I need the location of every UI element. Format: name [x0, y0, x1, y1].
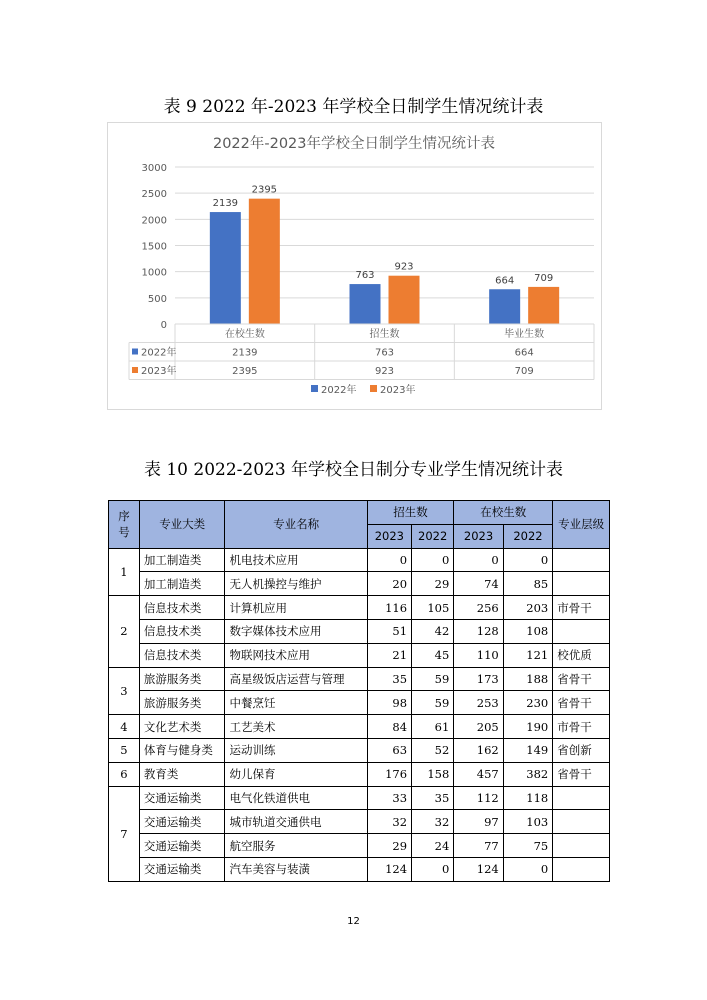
current-2023-cell: 253	[454, 691, 503, 715]
data-label: 709	[534, 272, 554, 284]
enroll-2023-cell: 35	[367, 667, 411, 691]
category-cell: 旅游服务类	[139, 691, 225, 715]
x-category-label: 招生数	[369, 329, 400, 340]
category-cell: 加工制造类	[139, 572, 225, 596]
major-cell: 中餐烹饪	[225, 691, 367, 715]
enroll-2023-cell: 0	[367, 548, 411, 572]
enroll-2022-cell: 42	[412, 619, 454, 643]
header-major: 专业名称	[225, 501, 367, 549]
data-table-value: 763	[374, 347, 395, 359]
seq-cell: 6	[109, 762, 140, 786]
enroll-2022-cell: 59	[412, 667, 454, 691]
major-statistics-table	[108, 500, 610, 882]
enroll-2022-cell: 24	[412, 834, 454, 858]
enroll-2022-cell: 61	[412, 715, 454, 739]
table-row	[109, 667, 610, 691]
table-row	[109, 715, 610, 739]
major-cell: 汽车美容与装潢	[225, 857, 367, 881]
legend-key	[132, 349, 138, 355]
category-cell: 加工制造类	[139, 548, 225, 572]
enroll-2022-cell: 105	[412, 596, 454, 620]
category-cell: 信息技术类	[139, 619, 225, 643]
data-label: 2139	[212, 198, 239, 210]
legend-swatch	[370, 385, 377, 392]
enroll-2022-cell: 59	[412, 691, 454, 715]
table-row	[109, 619, 610, 643]
data-table-series-name: 2023年	[141, 366, 177, 377]
current-2023-cell: 112	[454, 786, 503, 810]
enroll-2023-cell: 98	[367, 691, 411, 715]
data-table-value: 2139	[232, 347, 258, 359]
y-tick-label: 2500	[141, 189, 167, 201]
major-cell: 数字媒体技术应用	[225, 619, 367, 643]
level-cell	[553, 857, 610, 881]
enroll-2022-cell: 35	[412, 786, 454, 810]
data-table-value: 923	[374, 366, 395, 377]
table-row	[109, 691, 610, 715]
header-current-2022: 2022	[503, 524, 552, 548]
seq-cell: 4	[109, 715, 140, 739]
header-current: 在校生数	[454, 501, 553, 525]
table-row	[109, 810, 610, 834]
current-2023-cell: 205	[454, 715, 503, 739]
bar	[389, 276, 420, 324]
legend-key	[132, 367, 138, 373]
table-row	[109, 857, 610, 881]
header-current-2023: 2023	[454, 524, 503, 548]
current-2022-cell: 190	[503, 715, 552, 739]
current-2022-cell: 149	[503, 738, 552, 762]
bar	[210, 212, 241, 324]
x-category-label: 毕业生数	[504, 329, 545, 340]
enroll-2023-cell: 32	[367, 810, 411, 834]
data-table-value: 709	[514, 366, 534, 377]
category-cell: 体育与健身类	[139, 738, 225, 762]
current-2022-cell: 121	[503, 643, 552, 667]
current-2022-cell: 85	[503, 572, 552, 596]
seq-cell: 7	[109, 786, 140, 881]
legend-label: 2023年	[380, 385, 416, 396]
major-cell: 幼儿保育	[225, 762, 367, 786]
major-cell: 计算机应用	[225, 596, 367, 620]
current-2022-cell: 108	[503, 619, 552, 643]
bar	[249, 199, 280, 324]
table-row	[109, 834, 610, 858]
current-2022-cell: 0	[503, 857, 552, 881]
enroll-2022-cell: 0	[412, 857, 454, 881]
current-2023-cell: 457	[454, 762, 503, 786]
level-cell	[553, 810, 610, 834]
table-row	[109, 738, 610, 762]
data-table-series-name: 2022年	[141, 347, 177, 359]
current-2023-cell: 128	[454, 619, 503, 643]
current-2022-cell: 118	[503, 786, 552, 810]
header-enroll-2022: 2022	[412, 524, 454, 548]
level-cell: 省骨干	[553, 691, 610, 715]
table-row	[109, 572, 610, 596]
current-2022-cell: 188	[503, 667, 552, 691]
level-cell: 省创新	[553, 738, 610, 762]
table9-caption: 表 9 2022 年-2023 年学校全日制学生情况统计表	[163, 97, 544, 117]
current-2023-cell: 0	[454, 548, 503, 572]
level-cell	[553, 786, 610, 810]
legend-label: 2022年	[321, 385, 357, 396]
y-tick-label: 3000	[141, 163, 167, 174]
category-cell: 信息技术类	[139, 596, 225, 620]
header-enroll: 招生数	[367, 501, 454, 525]
data-label: 923	[394, 261, 414, 273]
seq-cell: 1	[109, 548, 140, 596]
current-2022-cell: 230	[503, 691, 552, 715]
seq-cell: 2	[109, 596, 140, 667]
enroll-2022-cell: 52	[412, 738, 454, 762]
current-2023-cell: 110	[454, 643, 503, 667]
category-cell: 交通运输类	[139, 834, 225, 858]
y-tick-label: 1000	[141, 267, 167, 279]
enroll-2023-cell: 63	[367, 738, 411, 762]
level-cell: 校优质	[553, 643, 610, 667]
level-cell	[553, 572, 610, 596]
major-cell: 工艺美术	[225, 715, 367, 739]
enroll-2022-cell: 32	[412, 810, 454, 834]
table-row	[109, 786, 610, 810]
enroll-2023-cell: 124	[367, 857, 411, 881]
enroll-2023-cell: 33	[367, 786, 411, 810]
major-cell: 高星级饭店运营与管理	[225, 667, 367, 691]
enroll-2023-cell: 84	[367, 715, 411, 739]
current-2023-cell: 256	[454, 596, 503, 620]
bar-chart	[107, 122, 602, 410]
current-2022-cell: 203	[503, 596, 552, 620]
data-table-value: 2395	[232, 366, 258, 377]
data-label: 664	[495, 275, 515, 287]
current-2022-cell: 382	[503, 762, 552, 786]
enroll-2023-cell: 176	[367, 762, 411, 786]
category-cell: 旅游服务类	[139, 667, 225, 691]
table-row	[109, 548, 610, 572]
current-2022-cell: 75	[503, 834, 552, 858]
enroll-2023-cell: 20	[367, 572, 411, 596]
level-cell: 省骨干	[553, 762, 610, 786]
table-row	[109, 596, 610, 620]
major-cell: 无人机操控与维护	[225, 572, 367, 596]
major-cell: 机电技术应用	[225, 548, 367, 572]
enroll-2023-cell: 51	[367, 619, 411, 643]
enroll-2023-cell: 21	[367, 643, 411, 667]
header-level: 专业层级	[553, 501, 610, 549]
bar	[489, 289, 520, 324]
level-cell	[553, 548, 610, 572]
category-cell: 交通运输类	[139, 810, 225, 834]
category-cell: 文化艺术类	[139, 715, 225, 739]
data-label: 2395	[251, 184, 278, 196]
current-2023-cell: 77	[454, 834, 503, 858]
y-tick-label: 2000	[141, 215, 167, 227]
major-cell: 航空服务	[225, 834, 367, 858]
table-row	[109, 643, 610, 667]
chart-title: 2022年-2023年学校全日制学生情况统计表	[212, 136, 496, 152]
legend-swatch	[311, 385, 318, 392]
category-cell: 交通运输类	[139, 786, 225, 810]
category-cell: 交通运输类	[139, 857, 225, 881]
seq-cell: 3	[109, 667, 140, 715]
bar	[528, 287, 559, 324]
page-number: 12	[347, 916, 360, 927]
current-2023-cell: 74	[454, 572, 503, 596]
level-cell: 省骨干	[553, 667, 610, 691]
major-cell: 运动训练	[225, 738, 367, 762]
category-cell: 教育类	[139, 762, 225, 786]
major-cell: 城市轨道交通供电	[225, 810, 367, 834]
current-2023-cell: 97	[454, 810, 503, 834]
level-cell	[553, 619, 610, 643]
major-cell: 物联网技术应用	[225, 643, 367, 667]
level-cell: 市骨干	[553, 715, 610, 739]
current-2023-cell: 173	[454, 667, 503, 691]
current-2023-cell: 124	[454, 857, 503, 881]
table-row	[109, 762, 610, 786]
chart-svg	[108, 123, 601, 409]
bar	[350, 284, 381, 324]
level-cell: 市骨干	[553, 596, 610, 620]
header-category: 专业大类	[139, 501, 225, 549]
data-label: 763	[355, 270, 375, 282]
y-tick-label: 0	[160, 320, 167, 331]
table10-caption: 表 10 2022-2023 年学校全日制分专业学生情况统计表	[143, 460, 564, 480]
category-cell: 信息技术类	[139, 643, 225, 667]
enroll-2023-cell: 29	[367, 834, 411, 858]
data-table-value: 664	[514, 347, 534, 359]
seq-cell: 5	[109, 738, 140, 762]
current-2023-cell: 162	[454, 738, 503, 762]
enroll-2022-cell: 45	[412, 643, 454, 667]
enroll-2023-cell: 116	[367, 596, 411, 620]
enroll-2022-cell: 29	[412, 572, 454, 596]
table-body	[109, 548, 610, 881]
current-2022-cell: 0	[503, 548, 552, 572]
header-enroll-2023: 2023	[367, 524, 411, 548]
y-tick-label: 500	[147, 293, 167, 305]
enroll-2022-cell: 158	[412, 762, 454, 786]
enroll-2022-cell: 0	[412, 548, 454, 572]
header-seq: 序号	[109, 501, 140, 549]
major-cell: 电气化铁道供电	[225, 786, 367, 810]
current-2022-cell: 103	[503, 810, 552, 834]
x-category-label: 在校生数	[224, 329, 265, 340]
level-cell	[553, 834, 610, 858]
y-tick-label: 1500	[141, 241, 167, 253]
